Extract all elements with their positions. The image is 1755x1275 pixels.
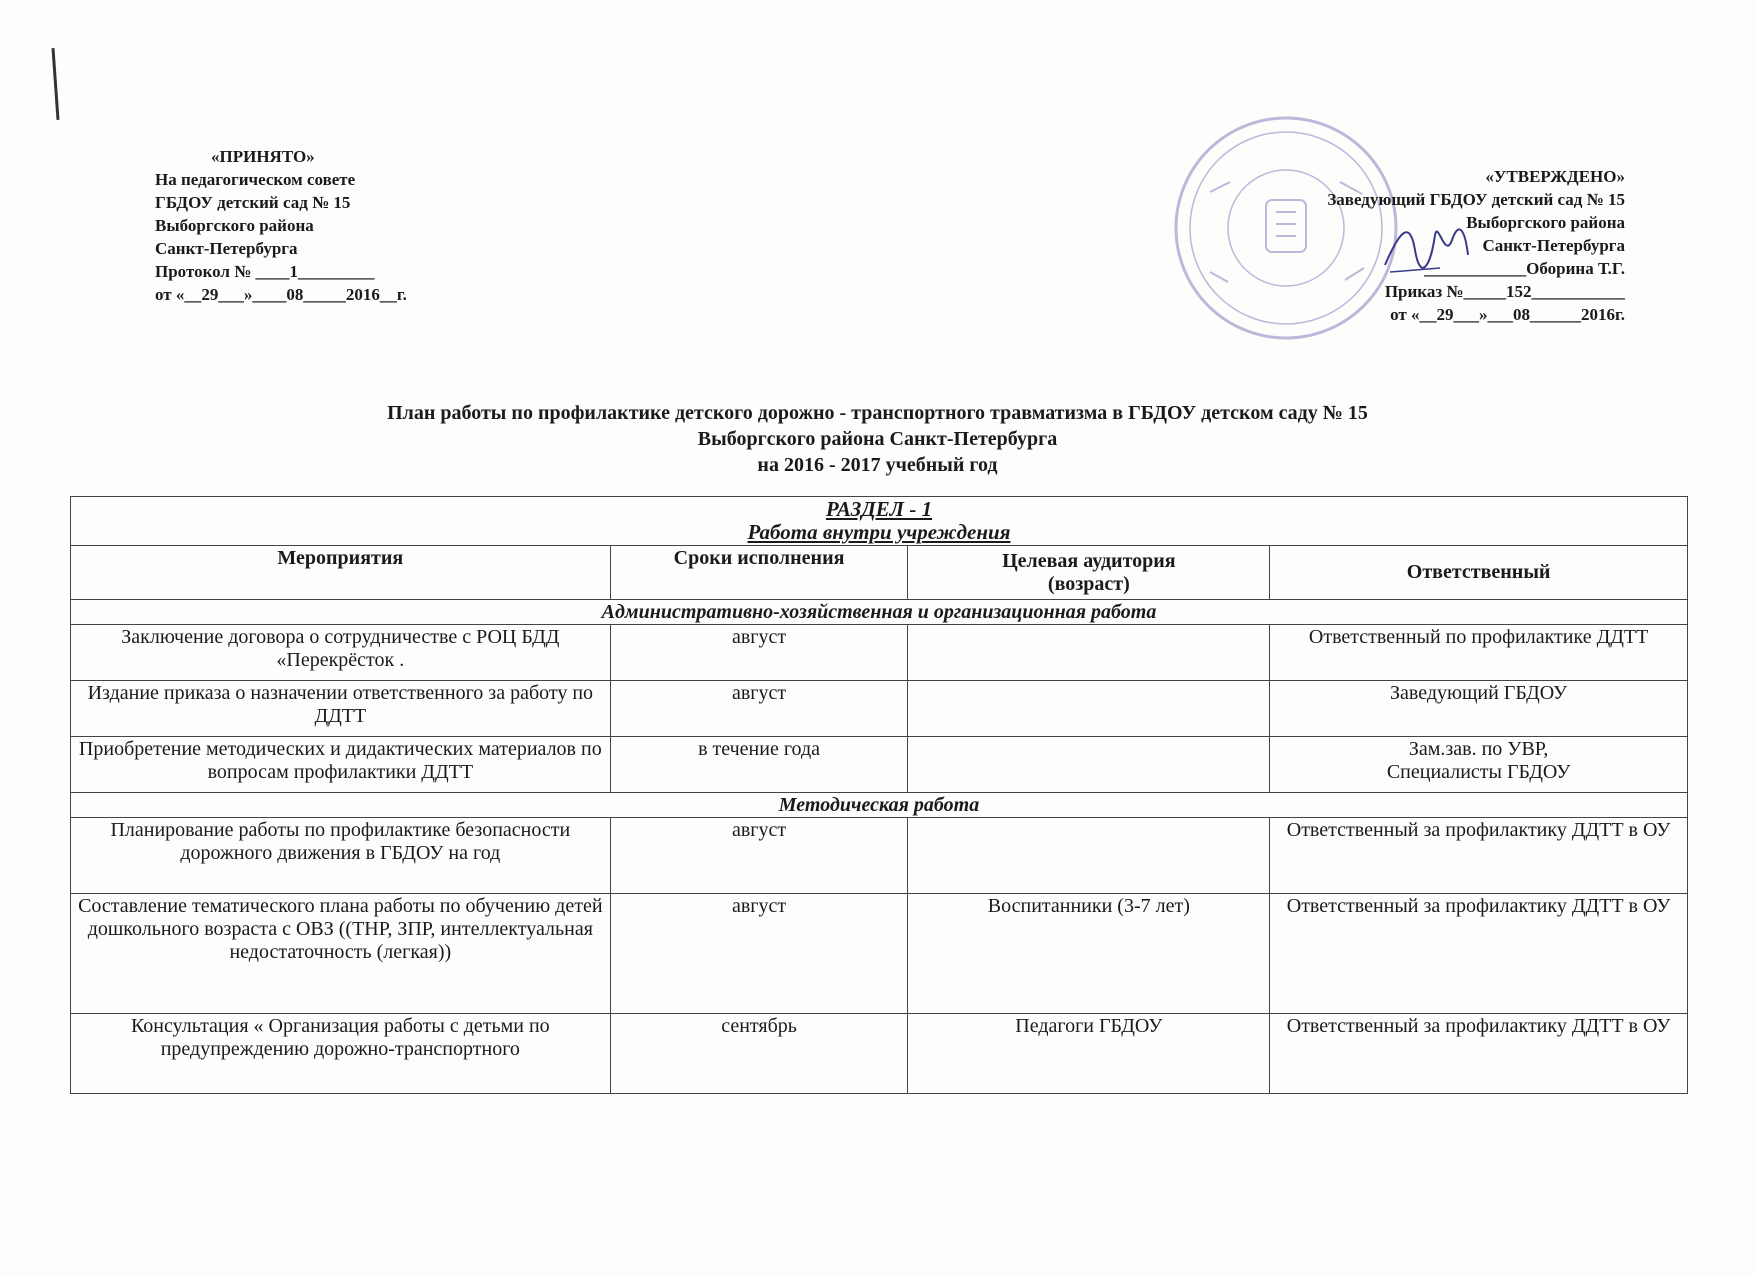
section-title: РАЗДЕЛ - 1 <box>825 497 933 521</box>
audience-cell: Воспитанники (3-7 лет) <box>908 894 1270 1014</box>
col-header-audience <box>908 546 1270 600</box>
accepted-line: Санкт-Петербурга <box>155 239 298 258</box>
accepted-line: Протокол № ____1_________ <box>155 262 375 281</box>
table-row <box>71 625 1688 681</box>
deadline-cell: сентябрь <box>610 1014 908 1094</box>
approved-line: ____________Оборина Т.Г. <box>1424 259 1625 278</box>
accepted-header: «ПРИНЯТО» <box>211 147 315 166</box>
section-heading <box>71 497 1688 546</box>
accepted-line: от «__29___»____08_____2016__г. <box>155 285 407 304</box>
section-subtitle: Работа внутри учреждения <box>747 520 1011 544</box>
section-row <box>71 497 1688 546</box>
accepted-line: На педагогическом совете <box>155 170 356 189</box>
responsible-cell: Ответственный по профилактике ДДТТ <box>1270 625 1688 681</box>
approved-line: Заведующий ГБДОУ детский сад № 15 <box>1327 190 1625 209</box>
table-row <box>71 737 1688 793</box>
table-row <box>71 894 1688 1014</box>
plan-table <box>70 496 1688 1094</box>
audience-cell <box>908 818 1270 894</box>
deadline-cell: август <box>610 894 908 1014</box>
event-cell: Заключение договора о сотрудничестве с РОЦ БДД «Перекрёсток . <box>71 625 611 681</box>
event-cell: Составление тематического плана работы по обучению детей дошкольного возраста с ОВЗ ((ТНР, ЗПР, интеллектуальная недостаточность (легкая)) <box>71 894 611 1014</box>
category-row <box>71 793 1688 818</box>
accepted-line: ГБДОУ детский сад № 15 <box>155 193 351 212</box>
deadline-cell: август <box>610 818 908 894</box>
audience-cell: Педагоги ГБДОУ <box>908 1014 1270 1094</box>
table-row <box>71 818 1688 894</box>
title-line: на 2016 - 2017 учебный год <box>757 454 998 476</box>
audience-cell <box>908 681 1270 737</box>
responsible-cell: Ответственный за профилактику ДДТТ в ОУ <box>1270 894 1688 1014</box>
event-cell: Издание приказа о назначении ответственного за работу по ДДТТ <box>71 681 611 737</box>
responsible-cell: Ответственный за профилактику ДДТТ в ОУ <box>1270 1014 1688 1094</box>
category-row <box>71 600 1688 625</box>
deadline-cell: август <box>610 625 908 681</box>
deadline-cell: в течение года <box>610 737 908 793</box>
document-title <box>0 400 1755 478</box>
audience-header-line: (возраст) <box>1047 572 1130 595</box>
responsible-line: Специалисты ГБДОУ <box>1386 761 1571 783</box>
col-header-responsible: Ответственный <box>1270 546 1688 600</box>
deadline-cell: август <box>610 681 908 737</box>
event-cell: Консультация « Организация работы с детьми по предупреждению дорожно-транспортного <box>71 1014 611 1094</box>
audience-cell <box>908 625 1270 681</box>
table-row <box>71 681 1688 737</box>
responsible-cell: Заведующий ГБДОУ <box>1270 681 1688 737</box>
col-header-event: Мероприятия <box>71 546 611 600</box>
approved-line: от «__29___»___08______2016г. <box>1390 305 1625 324</box>
responsible-line: Зам.зав. по УВР, <box>1408 738 1549 760</box>
approved-line: Приказ №_____152___________ <box>1384 282 1625 301</box>
event-cell: Планирование работы по профилактике безопасности дорожного движения в ГБДОУ на год <box>71 818 611 894</box>
audience-header-line: Целевая аудитория <box>1002 549 1176 572</box>
approved-block <box>1245 165 1625 326</box>
category-admin: Административно-хозяйственная и организационная работа <box>71 600 1688 625</box>
responsible-cell <box>1270 737 1688 793</box>
title-line: План работы по профилактике детского дорожно - транспортного травматизма в ГБДОУ детском саду № 15 <box>387 402 1368 424</box>
approved-header: «УТВЕРЖДЕНО» <box>1485 167 1625 186</box>
category-methodical: Методическая работа <box>71 793 1688 818</box>
approved-line: Санкт-Петербурга <box>1482 236 1625 255</box>
accepted-line: Выборгского района <box>155 216 314 235</box>
audience-cell <box>908 737 1270 793</box>
header-row <box>71 546 1688 600</box>
table-row <box>71 1014 1688 1094</box>
responsible-cell: Ответственный за профилактику ДДТТ в ОУ <box>1270 818 1688 894</box>
col-header-deadline: Сроки исполнения <box>610 546 908 600</box>
title-line: Выборгского района Санкт-Петербурга <box>697 428 1058 450</box>
approved-line: Выборгского района <box>1466 213 1625 232</box>
event-cell: Приобретение методических и дидактических материалов по вопросам профилактики ДДТТ <box>71 737 611 793</box>
scan-mark <box>51 48 59 120</box>
accepted-block <box>155 145 407 306</box>
